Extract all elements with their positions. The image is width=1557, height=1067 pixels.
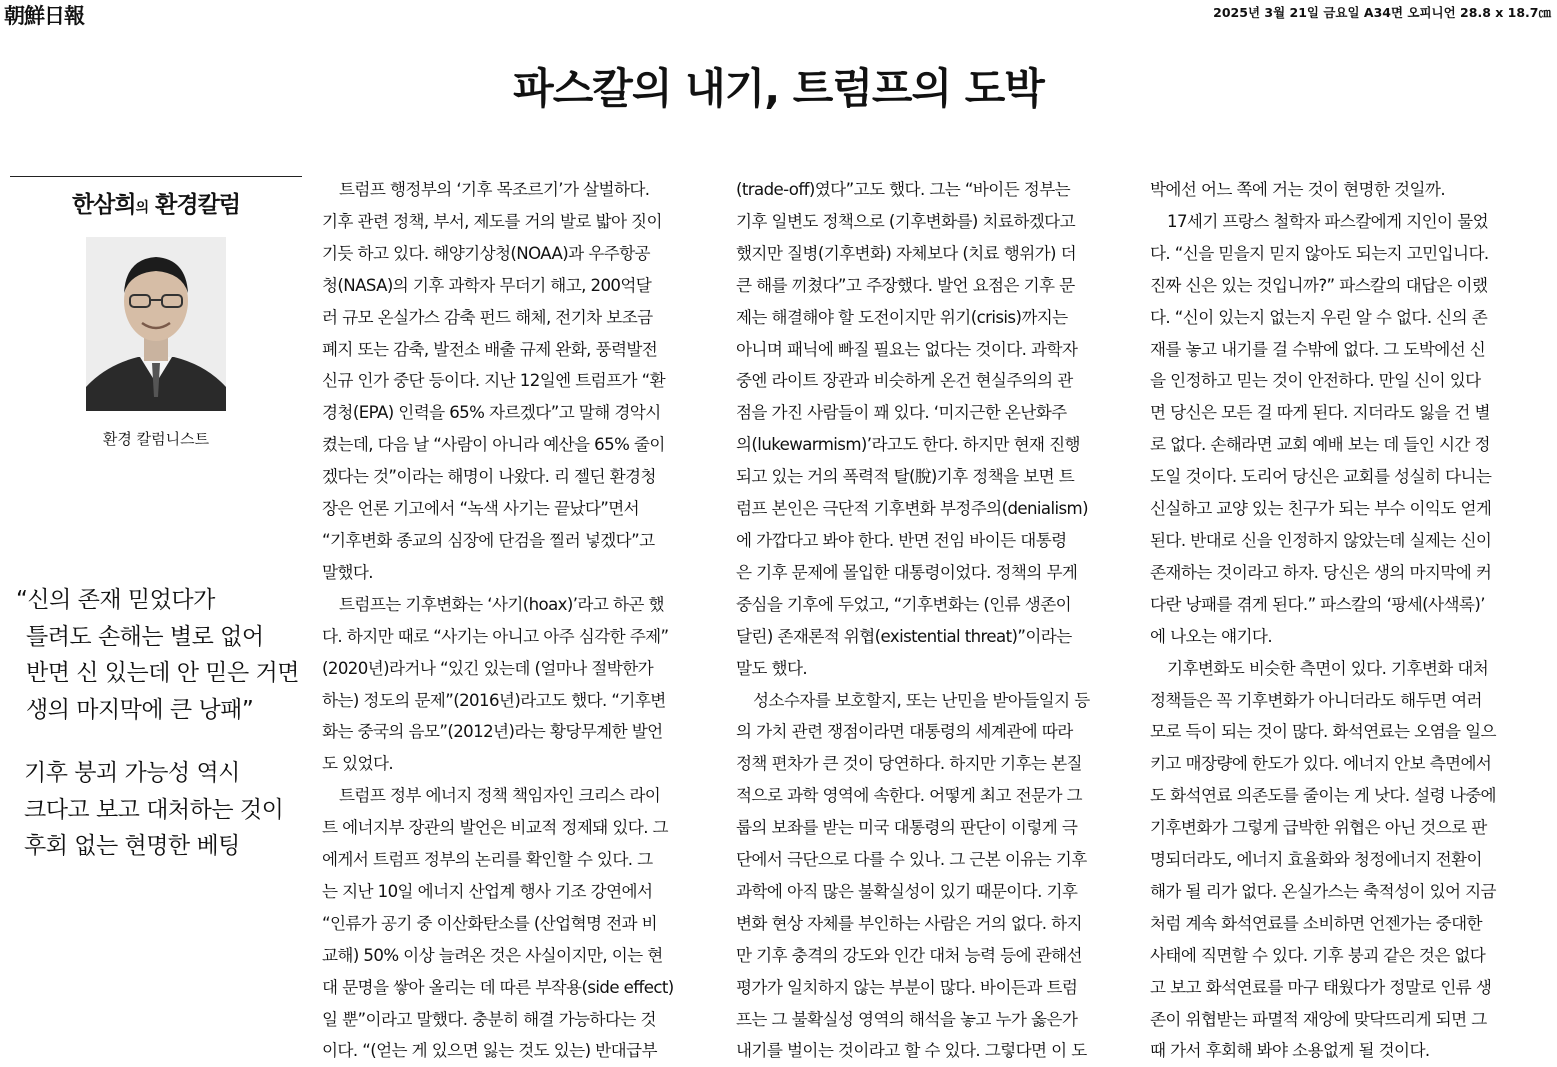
body-line: 존재하는 것이라고 하자. 당신은 생의 마지막에 커	[1150, 562, 1492, 582]
body-line: 되고 있는 거의 폭력적 탈(脫)기후 정책을 보면 트	[736, 467, 1075, 487]
body-line: 성소수자를 보호할지, 또는 난민을 받아들일지 등	[753, 690, 1090, 710]
body-line: 룹의 보좌를 받는 미국 대통령의 판단이 이렇게 극	[736, 818, 1078, 838]
body-line: 이다. “(얻는 게 있으면 잃는 것도 있는) 반대급부	[322, 1041, 657, 1061]
body-line: 교해) 50% 이상 늘려온 것은 사실이지만, 이는 현	[322, 945, 663, 965]
body-line: 정책 편차가 큰 것이 당연하다. 하지만 기후는 본질	[736, 754, 1082, 774]
body-line: 존이 위협받는 파멸적 재앙에 맞닥뜨리게 되면 그	[1150, 1009, 1487, 1029]
body-line: 경청(EPA) 인력을 65% 자르겠다”고 말해 경악시	[322, 403, 661, 423]
body-line: 점을 가진 사람들이 꽤 있다. ‘미지근한 온난화주	[736, 403, 1067, 423]
body-line: 명되더라도, 에너지 효율화와 청정에너지 전환이	[1150, 850, 1482, 870]
body-line: 만 기후 충격의 강도와 인간 대처 능력 등에 관해선	[736, 945, 1082, 965]
column-name	[10, 186, 302, 219]
body-line: 트 에너지부 장관의 발언은 비교적 정제돼 있다. 그	[322, 818, 668, 838]
body-line: 재를 놓고 내기를 걸 수밖에 없다. 그 도박에선 신	[1150, 339, 1486, 359]
pull-quote-line: 생의 마지막에 큰 낭패”	[26, 696, 254, 723]
pull-quote-2	[24, 755, 314, 865]
body-line: 박에선 어느 쪽에 거는 것이 현명한 것일까.	[1150, 180, 1446, 199]
body-line: 러 규모 온실가스 감축 펀드 해체, 전기차 보조금	[322, 307, 653, 327]
body-line: 기후변화도 비슷한 측면이 있다. 기후변화 대처	[1167, 658, 1489, 678]
body-line: 프는 그 불확실성 영역의 해석을 놓고 누가 옳은가	[736, 1009, 1078, 1029]
body-line: 에 나오는 얘기다.	[1150, 626, 1273, 646]
body-line: 도 화석연료 의존도를 줄이는 게 낫다. 설령 나중에	[1150, 786, 1496, 806]
masthead-logo: 朝鮮日報	[4, 3, 84, 28]
pull-quote-line: 후회 없는 현명한 베팅	[24, 833, 240, 859]
body-line: 기후 일변도 정책으로 (기후변화를) 치료하겠다고	[736, 211, 1076, 231]
body-column-2	[736, 174, 1124, 1067]
column-particle: 의	[135, 200, 149, 216]
body-line: 청(NASA)의 기후 과학자 무더기 해고, 200억달	[322, 275, 652, 295]
body-column-1	[322, 174, 710, 1067]
body-line: 는 지난 10일 에너지 산업계 행사 기조 강연에서	[322, 881, 653, 901]
body-line: 했지만 질병(기후변화) 자체보다 (치료 행위가) 더	[736, 243, 1077, 263]
body-line: 켰는데, 다음 날 “사람이 아니라 예산을 65% 줄이	[322, 435, 665, 455]
dateline: 2025년 3월 21일 금요일 A34면 오피니언 28.8 x 18.7㎝	[1213, 5, 1551, 20]
body-line: 럼프 본인은 극단적 기후변화 부정주의(denialism)	[736, 499, 1088, 519]
body-line: 신규 인가 중단 등이다. 지난 12일엔 트럼프가 “환	[322, 371, 666, 391]
body-line: 키고 매장량에 한도가 있다. 에너지 안보 측면에서	[1150, 754, 1492, 774]
body-column-3	[1150, 174, 1538, 1067]
body-line: 하는) 정도의 문제”(2016년)라고도 했다. “기후변	[322, 690, 666, 710]
body-line: 기후 관련 정책, 부서, 제도를 거의 발로 밟아 짓이	[322, 211, 662, 231]
body-line: 과학에 아직 많은 불확실성이 있기 때문이다. 기후	[736, 881, 1078, 901]
body-line: 제는 해결해야 할 도전이지만 위기(crisis)까지는	[736, 307, 1068, 327]
body-line: 다란 낭패를 겪게 된다.” 파스칼의 ‘팡세(사색록)’	[1150, 594, 1485, 614]
body-line: 진짜 신은 있는 것입니까?” 파스칼의 대답은 이랬	[1150, 275, 1488, 295]
body-line: 처럼 계속 화석연료를 소비하면 언젠가는 중대한	[1150, 913, 1482, 933]
body-line: 다. “신을 믿을지 믿지 않아도 되는지 고민입니다.	[1150, 243, 1489, 263]
body-line: 된다. 반대로 신을 인정하지 않았는데 실제는 신이	[1150, 530, 1492, 550]
body-line: “기후변화 종교의 심장에 단검을 찔러 넣겠다”고	[322, 530, 655, 550]
body-line: 적으로 과학 영역에 속한다. 어떻게 최고 전문가 그	[736, 786, 1082, 806]
column-rule	[10, 176, 302, 177]
body-line: “인류가 공기 중 이산화탄소를 (산업혁명 전과 비	[322, 913, 658, 933]
body-line: 트럼프 행정부의 ‘기후 목조르기’가 살벌하다.	[339, 180, 650, 199]
body-line: (2020년)라거나 “있긴 있는데 (얼마나 절박한가	[322, 658, 654, 678]
body-line: 의 가치 관련 쟁점이라면 대통령의 세계관에 따라	[736, 722, 1073, 742]
column-title: 환경칼럼	[148, 192, 241, 218]
body-line: 트럼프 정부 에너지 정책 책임자인 크리스 라이	[339, 786, 661, 806]
pull-quote-line: “신의 존재 믿었다가	[16, 587, 215, 613]
body-line: 대 문명을 쌓아 올리는 데 따른 부작용(side effect)	[322, 977, 674, 997]
pull-quote-1	[16, 582, 306, 728]
body-line: 내기를 벌이는 것이라고 할 수 있다. 그렇다면 이 도	[736, 1041, 1087, 1061]
headline: 파스칼의 내기, 트럼프의 도박	[513, 64, 1044, 113]
body-line: 17세기 프랑스 철학자 파스칼에게 지인이 물었	[1167, 211, 1489, 231]
column-author: 한삼희	[71, 192, 136, 218]
body-line: 신실하고 교양 있는 친구가 되는 부수 이익도 얻게	[1150, 499, 1492, 519]
body-line: 기후변화가 그렇게 급박한 위협은 아닌 것으로 판	[1150, 818, 1487, 838]
body-line: 에게서 트럼프 정부의 논리를 확인할 수 있다. 그	[322, 850, 653, 870]
body-line: 고 보고 화석연료를 마구 태웠다가 정말로 인류 생	[1150, 977, 1492, 997]
author-portrait-image	[86, 237, 226, 411]
body-line: (trade-off)였다”고도 했다. 그는 “바이든 정부는	[736, 180, 1071, 199]
body-line: 단에서 극단으로 다를 수 있나. 그 근본 이유는 기후	[736, 850, 1087, 870]
body-line: 말도 했다.	[736, 658, 808, 678]
body-line: 겠다는 것”이라는 해명이 나왔다. 리 젤딘 환경청	[322, 467, 656, 487]
body-line: 모로 득이 되는 것이 많다. 화석연료는 오염을 일으	[1150, 722, 1496, 742]
body-line: 기듯 하고 있다. 해양기상청(NOAA)과 우주항공	[322, 243, 650, 263]
body-line: 때 가서 후회해 봐야 소용없게 될 것이다.	[1150, 1041, 1430, 1061]
body-line: 면 당신은 모든 걸 따게 된다. 지더라도 잃을 건 별	[1150, 403, 1490, 423]
pull-quote-line: 기후 붕괴 가능성 역시	[24, 760, 240, 786]
body-line: 중심을 기후에 두었고, “기후변화는 (인류 생존이	[736, 594, 1072, 614]
body-line: 정책들은 꼭 기후변화가 아니더라도 해두면 여러	[1150, 690, 1482, 710]
pull-quote-line: 크다고 보고 대처하는 것이	[24, 796, 284, 823]
body-line: 폐지 또는 감축, 발전소 배출 규제 완화, 풍력발전	[322, 339, 658, 359]
body-line: 사태에 직면할 수 있다. 기후 붕괴 같은 것은 없다	[1150, 945, 1486, 965]
body-line: 을 인정하고 믿는 것이 안전하다. 만일 신이 있다	[1150, 371, 1481, 391]
body-line: 에 가깝다고 봐야 한다. 반면 전임 바이든 대통령	[736, 530, 1067, 550]
body-line: 큰 해를 끼쳤다”고 주장했다. 발언 요점은 기후 문	[736, 275, 1075, 295]
body-line: 변화 현상 자체를 부인하는 사람은 거의 없다. 하지	[736, 913, 1082, 933]
author-role: 환경 칼럼니스트	[102, 430, 210, 448]
body-line: 일 뿐”이라고 말했다. 충분히 해결 가능하다는 것	[322, 1009, 656, 1029]
body-line: 달린) 존재론적 위협(existential threat)”이라는	[736, 626, 1072, 646]
body-line: 평가가 일치하지 않는 부분이 많다. 바이든과 트럼	[736, 977, 1078, 997]
body-line: 해가 될 리가 없다. 온실가스는 축적성이 있어 지금	[1150, 881, 1496, 901]
body-line: 도 있었다.	[322, 754, 394, 774]
body-line: 로 없다. 손해라면 교회 예배 보는 데 들인 시간 정	[1150, 435, 1490, 455]
body-line: 장은 언론 기고에서 “녹색 사기는 끝났다”면서	[322, 499, 640, 519]
body-line: 중엔 라이트 장관과 비슷하게 온건 현실주의의 관	[736, 371, 1073, 391]
body-line: 다. “신이 있는지 없는지 우린 알 수 없다. 신의 존	[1150, 307, 1488, 327]
body-line: 도일 것이다. 도리어 당신은 교회를 성실히 다니는	[1150, 467, 1492, 487]
body-line: 말했다.	[322, 562, 373, 582]
body-line: 의(lukewarmism)’라고도 한다. 하지만 현재 진행	[736, 435, 1080, 455]
body-line: 은 기후 문제에 몰입한 대통령이었다. 정책의 무게	[736, 562, 1078, 582]
pull-quote-line: 반면 신 있는데 안 믿은 거면	[26, 660, 299, 686]
pull-quote-line: 틀려도 손해는 별로 없어	[26, 623, 264, 650]
body-line: 다. 하지만 때로 “사기는 아니고 아주 심각한 주제”	[322, 626, 669, 646]
body-line: 화는 중국의 음모”(2012년)라는 황당무계한 발언	[322, 722, 663, 742]
author-photo	[86, 237, 226, 411]
body-line: 아니며 패닉에 빠질 필요는 없다는 것이다. 과학자	[736, 339, 1078, 359]
body-line: 트럼프는 기후변화는 ‘사기(hoax)’라고 하곤 했	[339, 594, 664, 614]
